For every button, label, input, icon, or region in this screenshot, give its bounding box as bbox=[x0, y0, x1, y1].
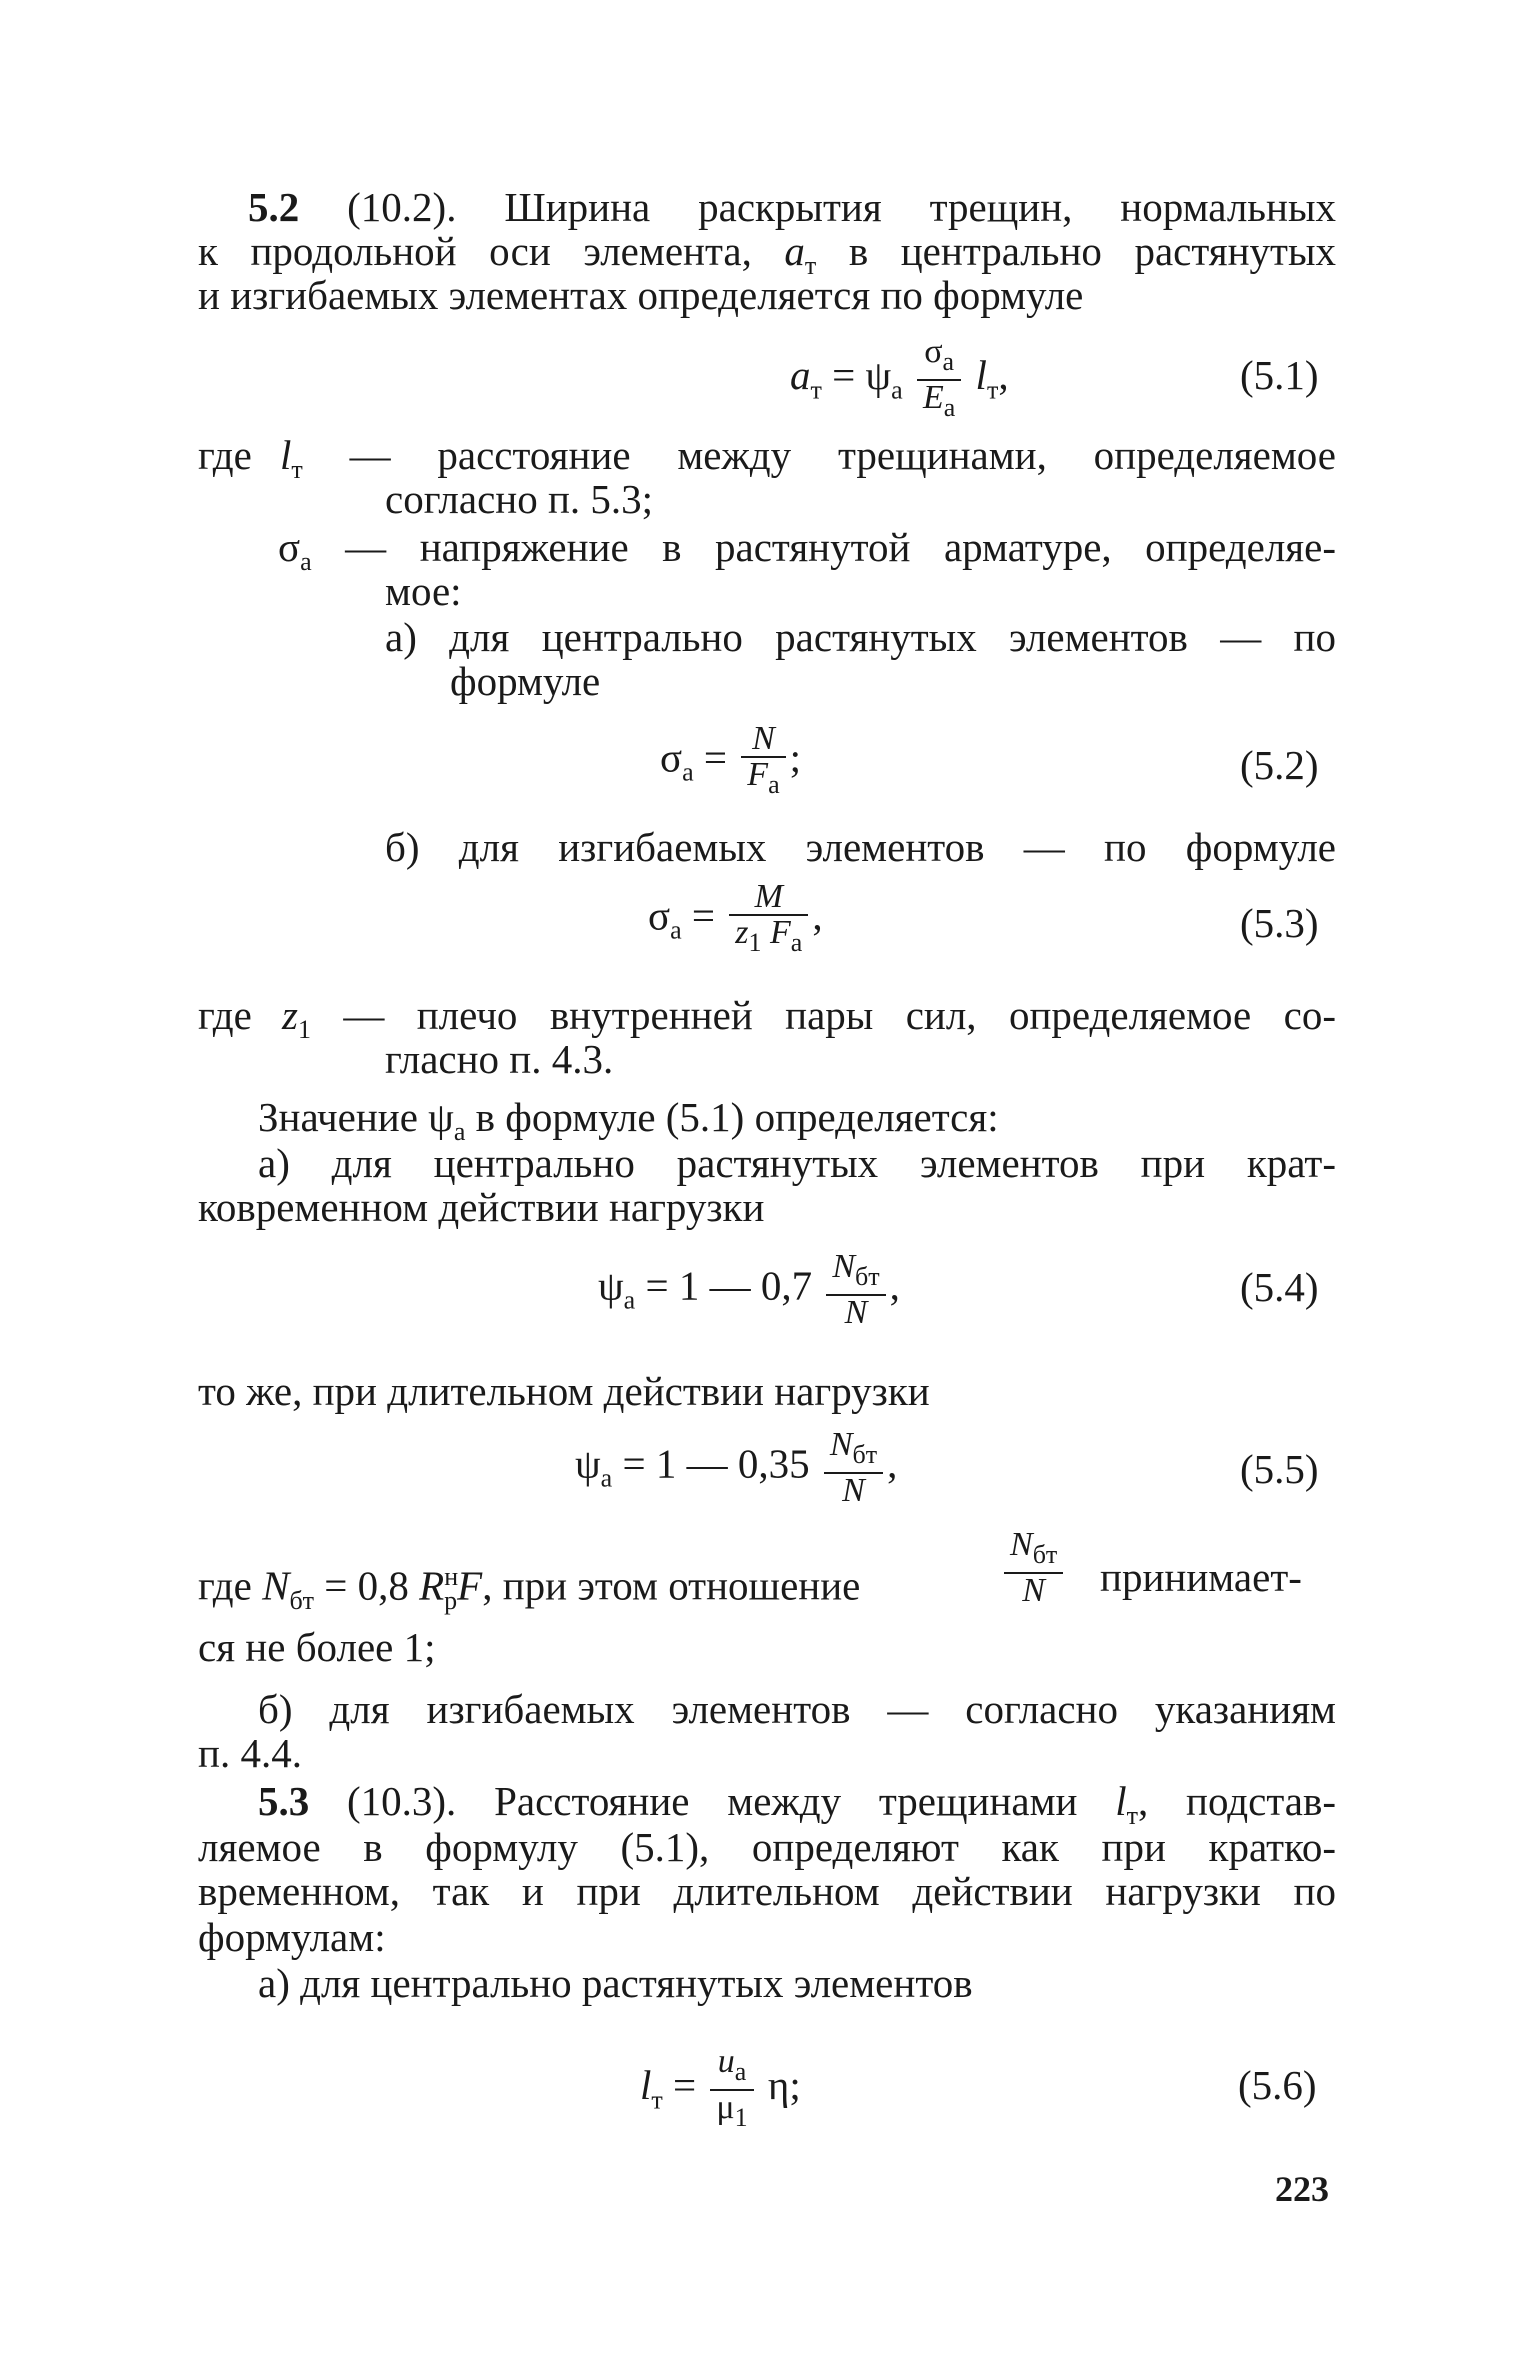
where-lt-line-1: где bbox=[198, 432, 252, 478]
nbt-ratio bbox=[1000, 1528, 1067, 1608]
para-5-3-line-1: 5.3 (10.3). Расстояние между трещинами $l_т$, подстав- bbox=[258, 1778, 1336, 1831]
formula-label-5-3: (5.3) bbox=[1240, 900, 1319, 946]
where-z-line-2: гласно п. 4.3. bbox=[385, 1036, 614, 1082]
where-sigma-line-2: мое: bbox=[385, 568, 462, 614]
fraction: $\frac{N_{бт}}{N}$ bbox=[824, 1428, 883, 1508]
formula-5-5: $\psi_а = 1$ — 0,35 $\frac{N_{бт}}{N}$ , bbox=[575, 1426, 898, 1509]
fraction: $\frac{M}{z_1 F_а}$ bbox=[729, 880, 808, 960]
where-lt-line-1b: $l_т$ — расстояние между трещинами, определяемое bbox=[280, 432, 1336, 485]
para-5-3-line-4: формулам: bbox=[198, 1914, 386, 1960]
formula-5-2: $\sigma_а$ = $\frac{N}{F_а}$ ; bbox=[660, 722, 801, 802]
where-z-word: где bbox=[198, 992, 252, 1038]
para-5-3-line-2: ляемое в формулу (5.1), определяют как при кратко- bbox=[198, 1824, 1336, 1870]
section-number: 5.3 bbox=[258, 1778, 310, 1824]
psi-line-1: Значение $\psi_а$ в формуле (5.1) определяется: bbox=[258, 1094, 999, 1147]
fraction: $\frac{N_{бт}}{N}$ bbox=[1004, 1528, 1063, 1608]
formula-label-5-5: (5.5) bbox=[1240, 1446, 1319, 1492]
para-5-2-line-2: к продольной оси элемента, $a_т$ в центрально растянутых bbox=[198, 228, 1336, 281]
psi-line-3: ковременном действии нагрузки bbox=[198, 1184, 765, 1230]
formula-5-4: $\psi_а = 1$ — 0,7 $\frac{N_{бт}}{N}$ , bbox=[598, 1248, 900, 1331]
formula-5-6: $l_т$ = $\frac{u_а}{\mu_1}$ η; bbox=[640, 2045, 801, 2135]
formula-label-5-4: (5.4) bbox=[1240, 1264, 1319, 1310]
formula-label-5-2: (5.2) bbox=[1240, 742, 1319, 788]
bending2-line-2: п. 4.4. bbox=[198, 1730, 302, 1776]
formula-label-5-6: (5.6) bbox=[1238, 2062, 1317, 2108]
where-sigma-line-3: а) для центрально растянутых элементов — по bbox=[385, 614, 1336, 660]
long-load-line: то же, при длительном действии нагрузки bbox=[198, 1368, 930, 1414]
para-5-2-line-3: и изгибаемых элементах определяется по формуле bbox=[198, 272, 1084, 318]
nbt-line-1-end: принимает- bbox=[1100, 1554, 1302, 1600]
psi-line-2: а) для центрально растянутых элементов при крат- bbox=[258, 1140, 1336, 1186]
formula-label-5-1: (5.1) bbox=[1240, 352, 1319, 398]
formula-5-3: $\sigma_а$ = $\frac{M}{z_1 F_а}$ , bbox=[648, 880, 823, 960]
page-number: 223 bbox=[1275, 2169, 1329, 2209]
nbt-line-2: ся не более 1; bbox=[198, 1624, 436, 1670]
where-sigma-line-4: формуле bbox=[450, 658, 601, 704]
para-5-3-line-3: временном, так и при длительном действии нагрузки по bbox=[198, 1868, 1336, 1914]
nbt-line-1: где $N_{бт} = 0,8$ $R^н_рF$, при этом отношение bbox=[198, 1562, 861, 1615]
para-5-3-line-5: а) для центрально растянутых элементов bbox=[258, 1960, 973, 2006]
para-5-2-line-1: 5.2 (10.2). Ширина раскрытия трещин, нормальных bbox=[248, 184, 1336, 230]
where-lt-line-2: согласно п. 5.3; bbox=[385, 476, 654, 522]
fraction: $\frac{N_{бт}}{N}$ bbox=[826, 1250, 885, 1330]
bending-line: б) для изгибаемых элементов — по формуле bbox=[385, 824, 1336, 870]
section-number: 5.2 bbox=[248, 184, 300, 230]
fraction: $\frac{N}{F_а}$ bbox=[741, 722, 785, 802]
where-sigma-line-1: $\sigma_а$ — напряжение в растянутой арматуре, определяе- bbox=[278, 524, 1336, 577]
fraction: $\frac{u_а}{\mu_1}$ bbox=[710, 2045, 753, 2135]
fraction: $\frac{\sigma_а}{E_а}$ bbox=[917, 335, 961, 425]
bending2-line-1: б) для изгибаемых элементов — согласно указаниям bbox=[258, 1686, 1336, 1732]
where-z-line-1: $z_1$ — плечо внутренней пары сил, определяемое со- bbox=[282, 992, 1336, 1045]
formula-5-1: $a_т = \psi_а$ $\frac{\sigma_а}{E_а}$ $l_т$, bbox=[790, 335, 1009, 425]
